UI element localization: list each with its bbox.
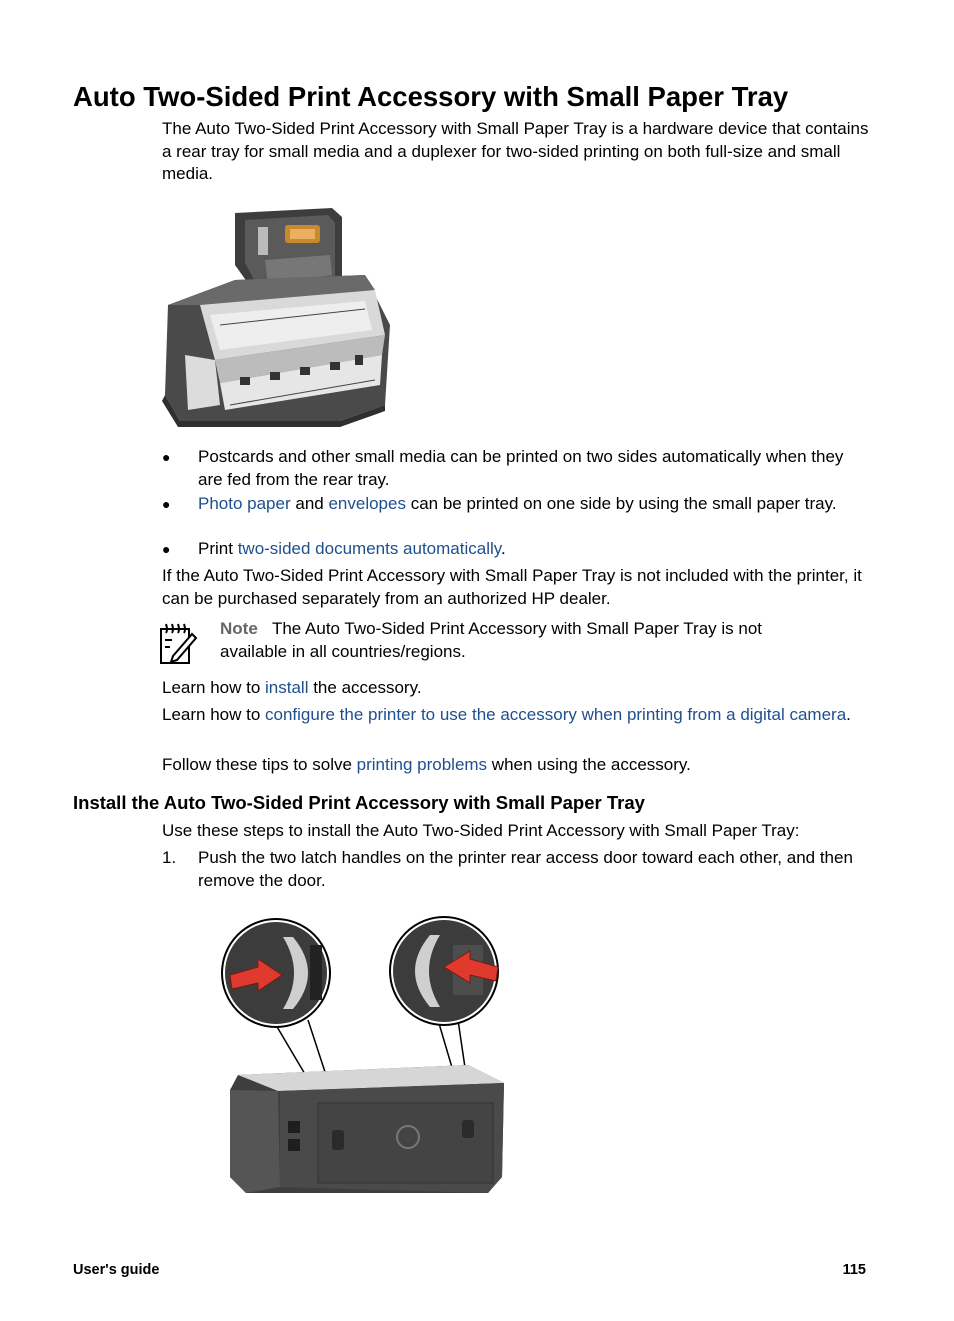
bullet-text-rest: can be printed on one side by using the small paper tray. [405,494,837,513]
bullet-text-mid: and [290,494,329,513]
learn-install-post: the accessory. [308,678,422,697]
list-item [162,493,872,539]
list-item [162,446,872,492]
follow-tips-post: when using the accessory. [487,755,691,774]
two-sided-documents-link[interactable]: two-sided documents automatically [237,539,501,558]
learn-configure-post: . [846,705,851,724]
purchase-paragraph: If the Auto Two-Sided Print Accessory with Small Paper Tray is not included with the printer, it can be purchased separately from an authorized HP dealer. [162,566,862,608]
bullet-text-pre: Print [198,539,238,558]
page-number: 115 [842,1262,866,1278]
section-heading: Install the Auto Two-Sided Print Accessory with Small Paper Tray [73,792,645,813]
photo-paper-link[interactable]: Photo paper [198,494,291,513]
list-item [162,538,872,561]
note-icon [158,620,198,666]
learn-install-paragraph [162,677,872,700]
install-link[interactable]: install [265,678,309,697]
bullet-marker: ● [162,541,171,557]
bullet-text [198,493,872,516]
learn-configure-paragraph [162,704,872,727]
step-text: Push the two latch handles on the printer rear access door toward each other, and then remove the door. [198,848,853,890]
envelopes-link[interactable]: envelopes [328,494,406,513]
footer-guide-label: User's guide [73,1262,160,1278]
note-text [220,618,820,663]
configure-printer-link[interactable]: configure the printer to use the accessory when printing from a digital camera [265,705,847,724]
intro-paragraph: The Auto Two-Sided Print Accessory with Small Paper Tray is a hardware device that contains a rear tray for small media and a duplexer for two-sided printing on both full-size and small media. [162,119,869,183]
follow-tips-pre: Follow these tips to solve [162,755,357,774]
follow-tips-paragraph [162,754,872,777]
step-number: 1. [162,848,177,867]
printer-rear-illustration [218,915,510,1200]
bullet-marker: ● [162,496,171,512]
printing-problems-link[interactable]: printing problems [356,755,488,774]
steps-intro: Use these steps to install the Auto Two-Sided Print Accessory with Small Paper Tray: [162,821,800,840]
bullet-text: Postcards and other small media can be printed on two sides automatically when they are fed from the rear tray. [198,447,844,489]
bullet-text-post: . [501,539,506,558]
learn-configure-pre: Learn how to [162,705,266,724]
bullet-marker: ● [162,449,171,465]
page-title: Auto Two-Sided Print Accessory with Small Paper Tray [73,81,789,112]
list-item [162,847,872,893]
note-label: Note [220,619,258,638]
bullet-text [198,538,872,561]
accessory-illustration [160,205,396,427]
note-body: The Auto Two-Sided Print Accessory with Small Paper Tray is not available in all countries/regions. [220,619,763,661]
learn-install-pre: Learn how to [162,678,266,697]
